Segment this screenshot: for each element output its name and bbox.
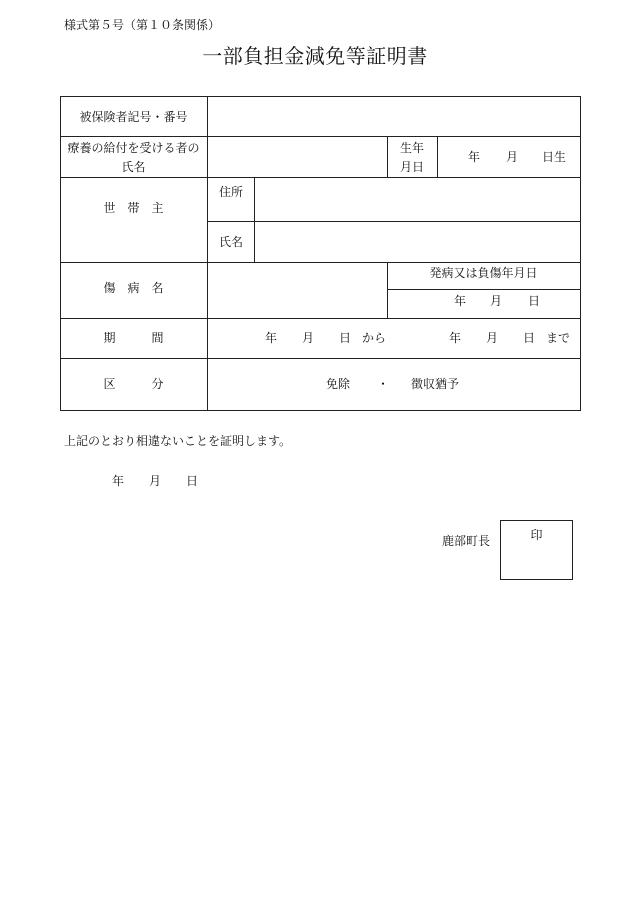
period-to-year-unit: 年 (449, 331, 462, 345)
certification-statement: 上記のとおり相違ないことを証明します。 (64, 434, 292, 448)
period-from-text: から (362, 331, 387, 345)
insured-number-label: 被保険者記号・番号 (79, 110, 188, 124)
recipient-label-line2: 氏名 (121, 160, 146, 174)
onset-date-label: 発病又は負傷年月日 (429, 266, 538, 280)
birth-month-unit: 月 (506, 150, 519, 164)
householder-name-label: 氏名 (219, 235, 244, 249)
seal-label: 印 (530, 528, 543, 542)
mayor-label: 鹿部町長 (442, 534, 491, 548)
period-to-month-unit: 月 (486, 331, 499, 345)
category-exempt: 免除 (326, 377, 351, 391)
period-from-day-unit: 日 (339, 331, 352, 345)
document-title: 一部負担金減免等証明書 (202, 44, 428, 68)
onset-month-unit: 月 (490, 294, 503, 308)
form-number: 様式第５号（第１０条関係） (64, 18, 221, 32)
illness-label: 傷 病 名 (103, 281, 164, 295)
certification-month-unit: 月 (149, 474, 162, 488)
period-label: 期 間 (103, 331, 164, 345)
birth-year-unit: 年 (468, 150, 481, 164)
category-deferral: 徴収猶予 (411, 377, 460, 391)
birth-label-line1: 生年 (399, 141, 424, 155)
onset-day-unit: 日 (528, 294, 541, 308)
category-separator: ・ (377, 377, 390, 391)
recipient-label-line1: 療養の給付を受ける者の (67, 141, 200, 155)
birth-label-line2: 月日 (399, 160, 424, 174)
certification-year-unit: 年 (112, 474, 125, 488)
period-to-text: まで (546, 331, 571, 345)
address-label: 住所 (219, 185, 244, 199)
birth-day-unit: 日生 (542, 150, 567, 164)
period-from-year-unit: 年 (265, 331, 278, 345)
onset-year-unit: 年 (454, 294, 467, 308)
householder-label: 世 帯 主 (103, 201, 164, 215)
certification-day-unit: 日 (186, 474, 199, 488)
category-label: 区 分 (103, 377, 164, 391)
period-from-month-unit: 月 (302, 331, 315, 345)
period-to-day-unit: 日 (523, 331, 536, 345)
